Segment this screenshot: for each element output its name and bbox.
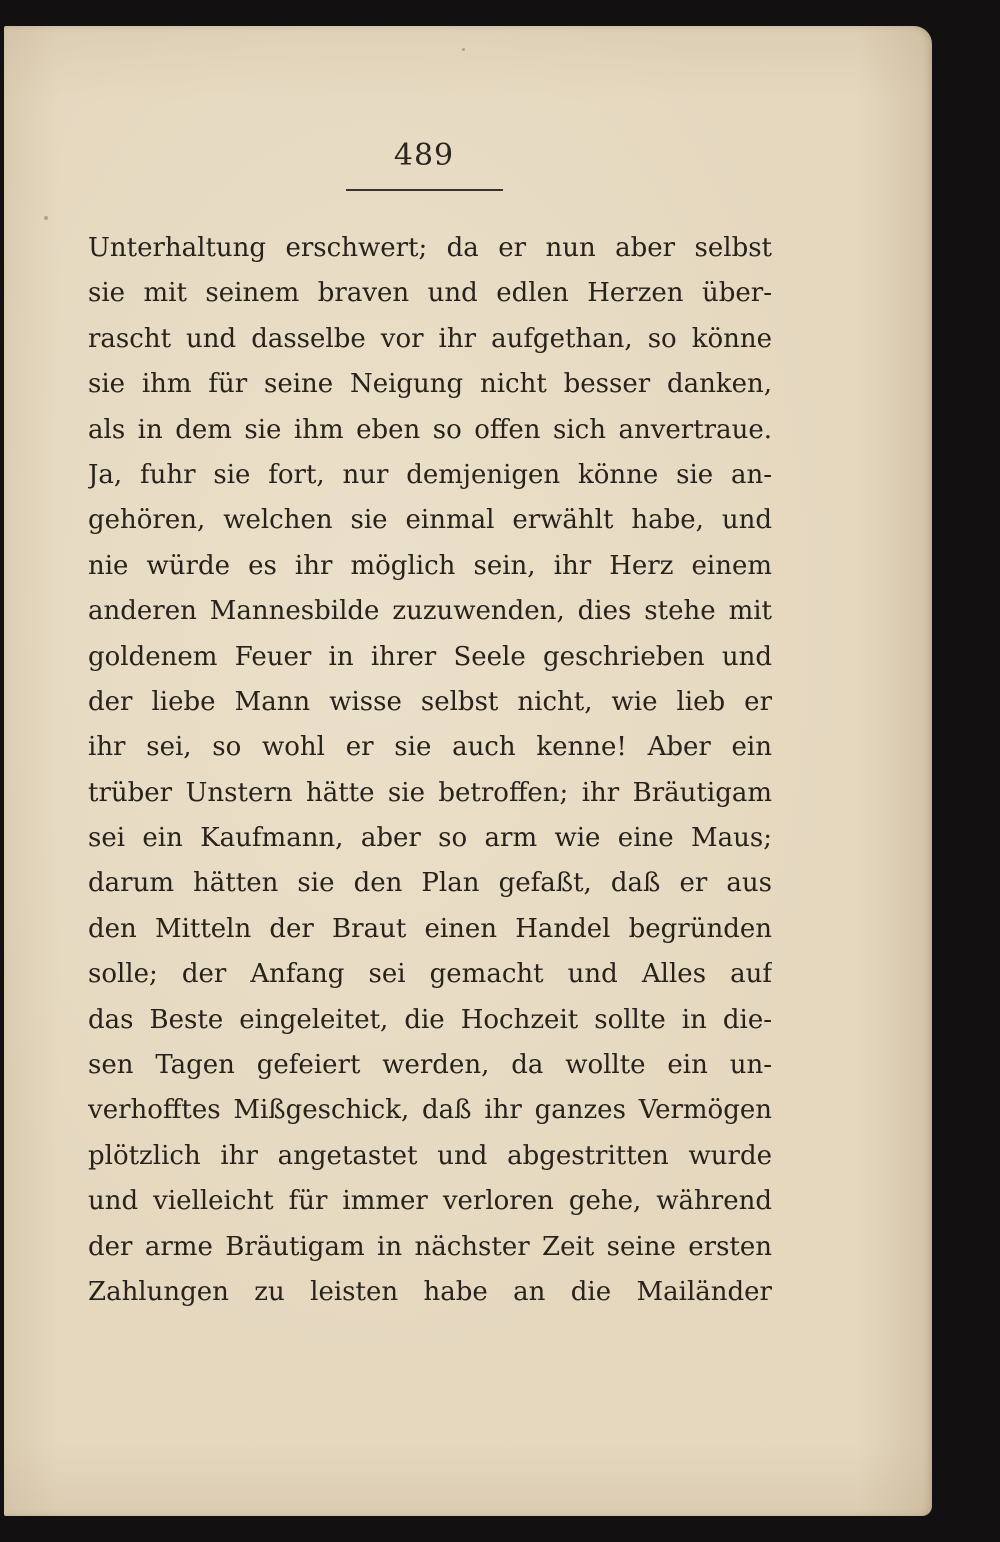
text-line: der arme Bräutigam in nächster Zeit seine ersten xyxy=(88,1231,772,1262)
paper-speck xyxy=(462,48,465,51)
text-line: trüber Unstern hätte sie betroffen; ihr Bräutigam xyxy=(88,777,772,808)
text-line: sie ihm für seine Neigung nicht besser danken, xyxy=(88,369,772,400)
text-line: sei ein Kaufmann, aber so arm wie eine Maus; xyxy=(88,823,772,854)
text-line: das Beste eingeleitet, die Hochzeit sollte in die- xyxy=(88,1004,772,1035)
text-line: den Mitteln der Braut einen Handel begründen xyxy=(88,913,772,944)
text-line: nie würde es ihr möglich sein, ihr Herz einem xyxy=(88,550,772,581)
text-line: solle; der Anfang sei gemacht und Alles auf xyxy=(88,959,772,990)
text-line: gehören, welchen sie einmal erwählt habe, und xyxy=(88,505,772,536)
text-line: darum hätten sie den Plan gefaßt, daß er aus xyxy=(88,868,772,899)
text-line: und vielleicht für immer verloren gehe, während xyxy=(88,1186,772,1217)
text-line: sie mit seinem braven und edlen Herzen über- xyxy=(88,278,772,309)
text-line: anderen Mannesbilde zuzuwenden, dies stehe mit xyxy=(88,596,772,627)
text-line: ihr sei, so wohl er sie auch kenne! Aber ein xyxy=(88,732,772,763)
paper-speck xyxy=(44,216,48,220)
text-line: Ja, fuhr sie fort, nur demjenigen könne sie an- xyxy=(88,459,772,490)
text-line: Zahlungen zu leisten habe an die Mailänder xyxy=(88,1276,772,1307)
text-line: der liebe Mann wisse selbst nicht, wie lieb er xyxy=(88,686,772,717)
header-rule xyxy=(346,189,503,191)
text-line: als in dem sie ihm eben so offen sich anvertraue. xyxy=(88,414,772,445)
text-line: Unterhaltung erschwert; da er nun aber selbst xyxy=(88,233,772,263)
book-page xyxy=(4,26,932,1516)
text-line: goldenem Feuer in ihrer Seele geschrieben und xyxy=(88,641,772,672)
text-line: verhofftes Mißgeschick, daß ihr ganzes Vermögen xyxy=(88,1095,772,1126)
text-line: sen Tagen gefeiert werden, da wollte ein un- xyxy=(88,1050,772,1081)
page-number: 489 xyxy=(393,138,455,173)
text-line: rascht und dasselbe vor ihr aufgethan, so könne xyxy=(88,323,772,354)
text-line: plötzlich ihr angetastet und abgestritten wurde xyxy=(88,1140,772,1171)
body-text xyxy=(88,226,772,1315)
